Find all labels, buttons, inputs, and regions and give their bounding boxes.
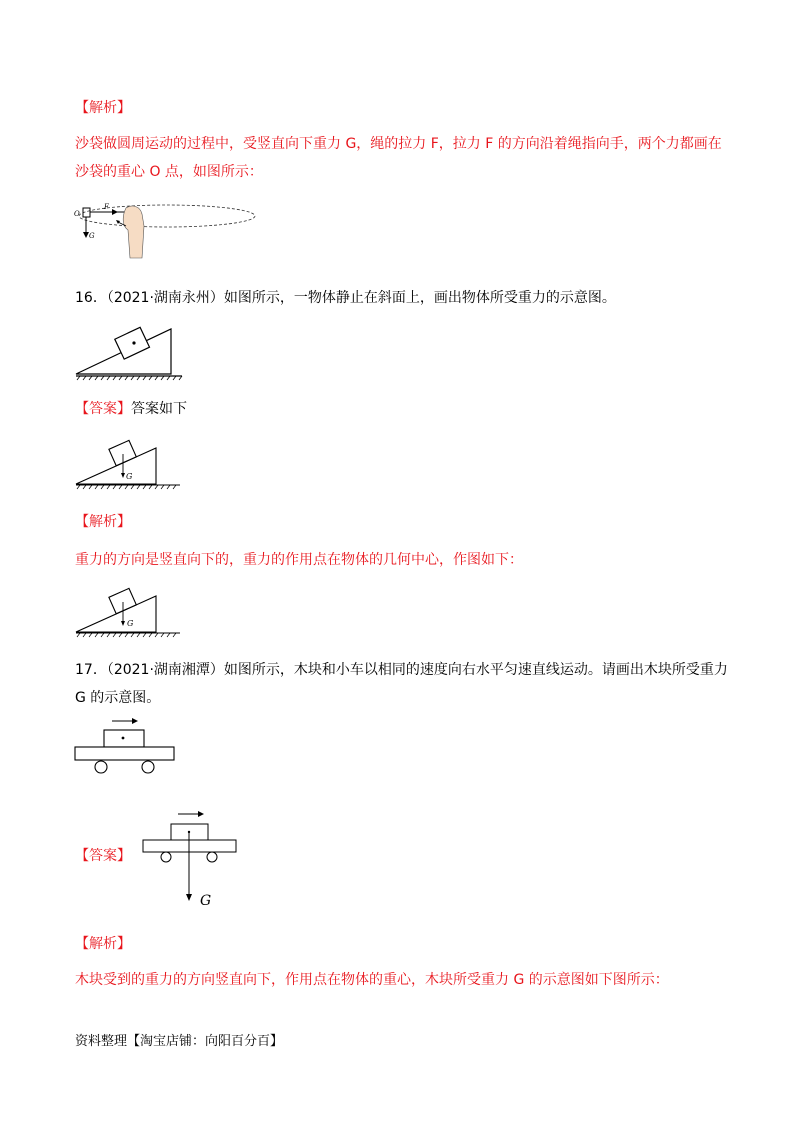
analysis-label-1: 【解析】 <box>75 100 131 116</box>
analysis-text-3: 木块受到的重力的方向竖直向下，作用点在物体的重心，木块所受重力 G 的示意图如下图所示： <box>75 972 669 988</box>
question-17-line2: G 的示意图。 <box>75 690 161 706</box>
answer-label-17: 【答案】 <box>75 848 131 864</box>
f-label: F <box>104 203 109 211</box>
cart-figure-answer <box>142 808 242 908</box>
g-label: G <box>89 232 95 240</box>
footer-text: 资料整理【淘宝店铺：向阳百分百】 <box>75 1034 284 1049</box>
analysis-text-1a: 沙袋做圆周运动的过程中，受竖直向下重力 G，绳的拉力 F，拉力 F 的方向沿着绳指向手，两个力都画在 <box>75 136 722 152</box>
g-label-analysis-16: G <box>127 619 134 628</box>
analysis-text-1b: 沙袋的重心 O 点，如图所示： <box>75 164 263 180</box>
analysis-label-2: 【解析】 <box>75 514 131 530</box>
analysis-label-3: 【解析】 <box>75 936 131 952</box>
o-label: O <box>74 210 80 218</box>
answer-text-16: 答案如下 <box>131 401 187 417</box>
answer-label-16: 【答案】 <box>75 401 131 417</box>
cart-figure-question <box>72 714 182 776</box>
answer-16 <box>75 395 187 423</box>
sandbag-figure <box>70 196 230 266</box>
question-16: 16．（2021·湖南永州）如图所示，一物体静止在斜面上，画出物体所受重力的示意图。 <box>75 290 616 306</box>
incline-figure-question <box>72 325 187 380</box>
g-label-answer-17: G <box>200 893 212 909</box>
analysis-text-2: 重力的方向是竖直向下的，重力的作用点在物体的几何中心，作图如下： <box>75 552 523 568</box>
g-label-answer-16: G <box>126 472 133 481</box>
incline-figure-answer <box>72 440 182 490</box>
question-17-line1: 17．（2021·湖南湘潭）如图所示，木块和小车以相同的速度向右水平匀速直线运动。请画出木块所受重力 <box>75 662 728 678</box>
incline-figure-analysis <box>72 588 182 638</box>
